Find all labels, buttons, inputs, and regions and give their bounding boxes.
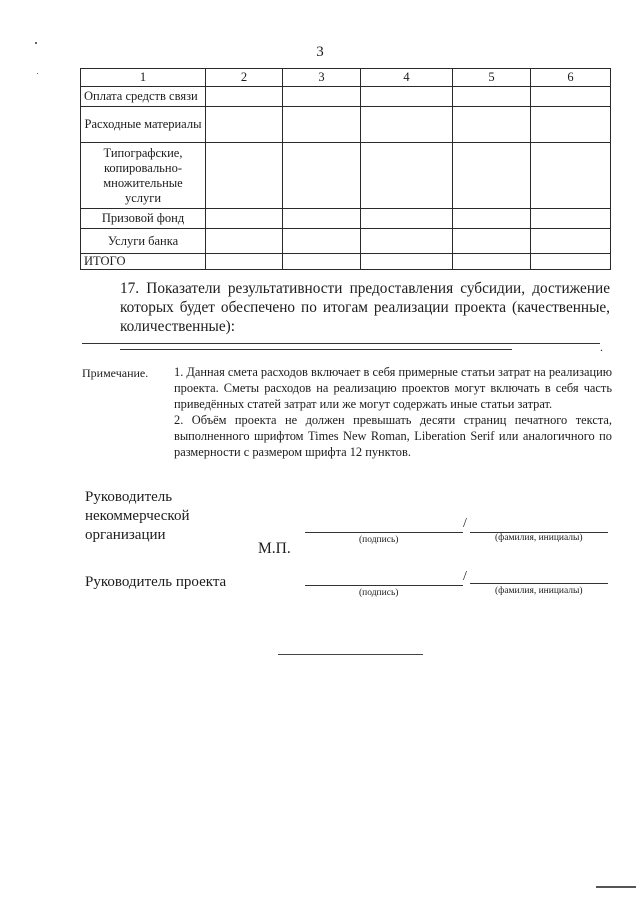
stamp-placeholder: М.П.: [258, 540, 291, 557]
table-cell: [453, 143, 531, 209]
project-signature-line[interactable]: [305, 585, 463, 586]
column-header: 6: [531, 69, 611, 87]
table-cell: [361, 107, 453, 143]
scan-speck: [37, 73, 38, 74]
table-cell: [453, 107, 531, 143]
table-cell: [283, 143, 361, 209]
org-head-line: Руководитель: [85, 489, 173, 505]
note-item: 1. Данная смета расходов включает в себя примерные статьи затрат на реализацию проекта. Сметы расходов на реализацию проектов могут включать в себя часть приведённых статей затрат или же могут содержать иные статьи затрат.: [174, 365, 612, 411]
table-cell: [206, 254, 283, 270]
table-row: [81, 87, 611, 107]
note-label: Примечание.: [82, 366, 149, 380]
table-row: [81, 209, 611, 229]
table-cell: [453, 254, 531, 270]
table-row: [81, 143, 611, 209]
table-cell: [531, 254, 611, 270]
row-label: Призовой фонд: [81, 209, 206, 229]
org-head-line: организации: [85, 527, 166, 543]
table-cell: [206, 229, 283, 254]
row-label: Оплата средств связи: [81, 87, 206, 107]
column-header: 3: [283, 69, 361, 87]
column-header: 5: [453, 69, 531, 87]
section-17-text: 17. Показатели результативности предоставления субсидии, достижение которых будет обеспечено по итогам реализации проекта (качественные, количественные):: [120, 280, 610, 335]
column-header: 2: [206, 69, 283, 87]
table-row-total: [81, 254, 611, 270]
project-name-line[interactable]: [470, 583, 608, 584]
table-cell: [531, 209, 611, 229]
table-cell: [453, 87, 531, 107]
slash: /: [463, 569, 467, 584]
row-label: Типографские, копировально-множительные услуги: [81, 143, 206, 209]
signature-caption: (подпись): [359, 535, 399, 545]
name-caption: (фамилия, инициалы): [495, 586, 583, 596]
note-item: 2. Объём проекта не должен превышать десяти страниц печатного текста, выполненного шрифтом Times New Roman, Liberation Serif или аналогичного по размерности с размером шрифта 12 пунктов.: [174, 413, 612, 459]
row-label: Расходные материалы: [81, 107, 206, 143]
table-cell: [283, 229, 361, 254]
table-cell: [361, 209, 453, 229]
table-cell: [453, 209, 531, 229]
table-cell: [531, 229, 611, 254]
table-row: [81, 107, 611, 143]
org-head-title: [85, 488, 189, 545]
table-cell: [206, 209, 283, 229]
table-cell: [206, 87, 283, 107]
scan-edge-mark: [596, 886, 636, 888]
row-label: ИТОГО: [81, 254, 206, 270]
closing-rule: [278, 654, 423, 655]
table-cell: [361, 87, 453, 107]
answer-line-end: .: [600, 340, 603, 354]
table-cell: [206, 143, 283, 209]
table-cell: [531, 143, 611, 209]
column-header: 1: [81, 69, 206, 87]
table-row: [81, 229, 611, 254]
table-header-row: [81, 69, 611, 87]
column-header: 4: [361, 69, 453, 87]
org-head-line: некоммерческой: [85, 508, 190, 524]
table-cell: [361, 229, 453, 254]
table-cell: [531, 87, 611, 107]
slash: /: [463, 516, 467, 531]
table-cell: [283, 254, 361, 270]
table-cell: [361, 143, 453, 209]
table-cell: [283, 87, 361, 107]
table-cell: [206, 107, 283, 143]
project-head-title: Руководитель проекта: [85, 574, 227, 590]
table-cell: [283, 209, 361, 229]
org-signature-line[interactable]: [305, 532, 463, 533]
cost-table: [80, 68, 611, 270]
answer-line[interactable]: [82, 343, 600, 344]
note-body: [174, 364, 612, 460]
table-cell: [531, 107, 611, 143]
signature-caption: (подпись): [359, 588, 399, 598]
name-caption: (фамилия, инициалы): [495, 533, 583, 543]
page-number: 3: [316, 44, 324, 60]
table-cell: [453, 229, 531, 254]
row-label: Услуги банка: [81, 229, 206, 254]
table-cell: [283, 107, 361, 143]
table-cell: [361, 254, 453, 270]
